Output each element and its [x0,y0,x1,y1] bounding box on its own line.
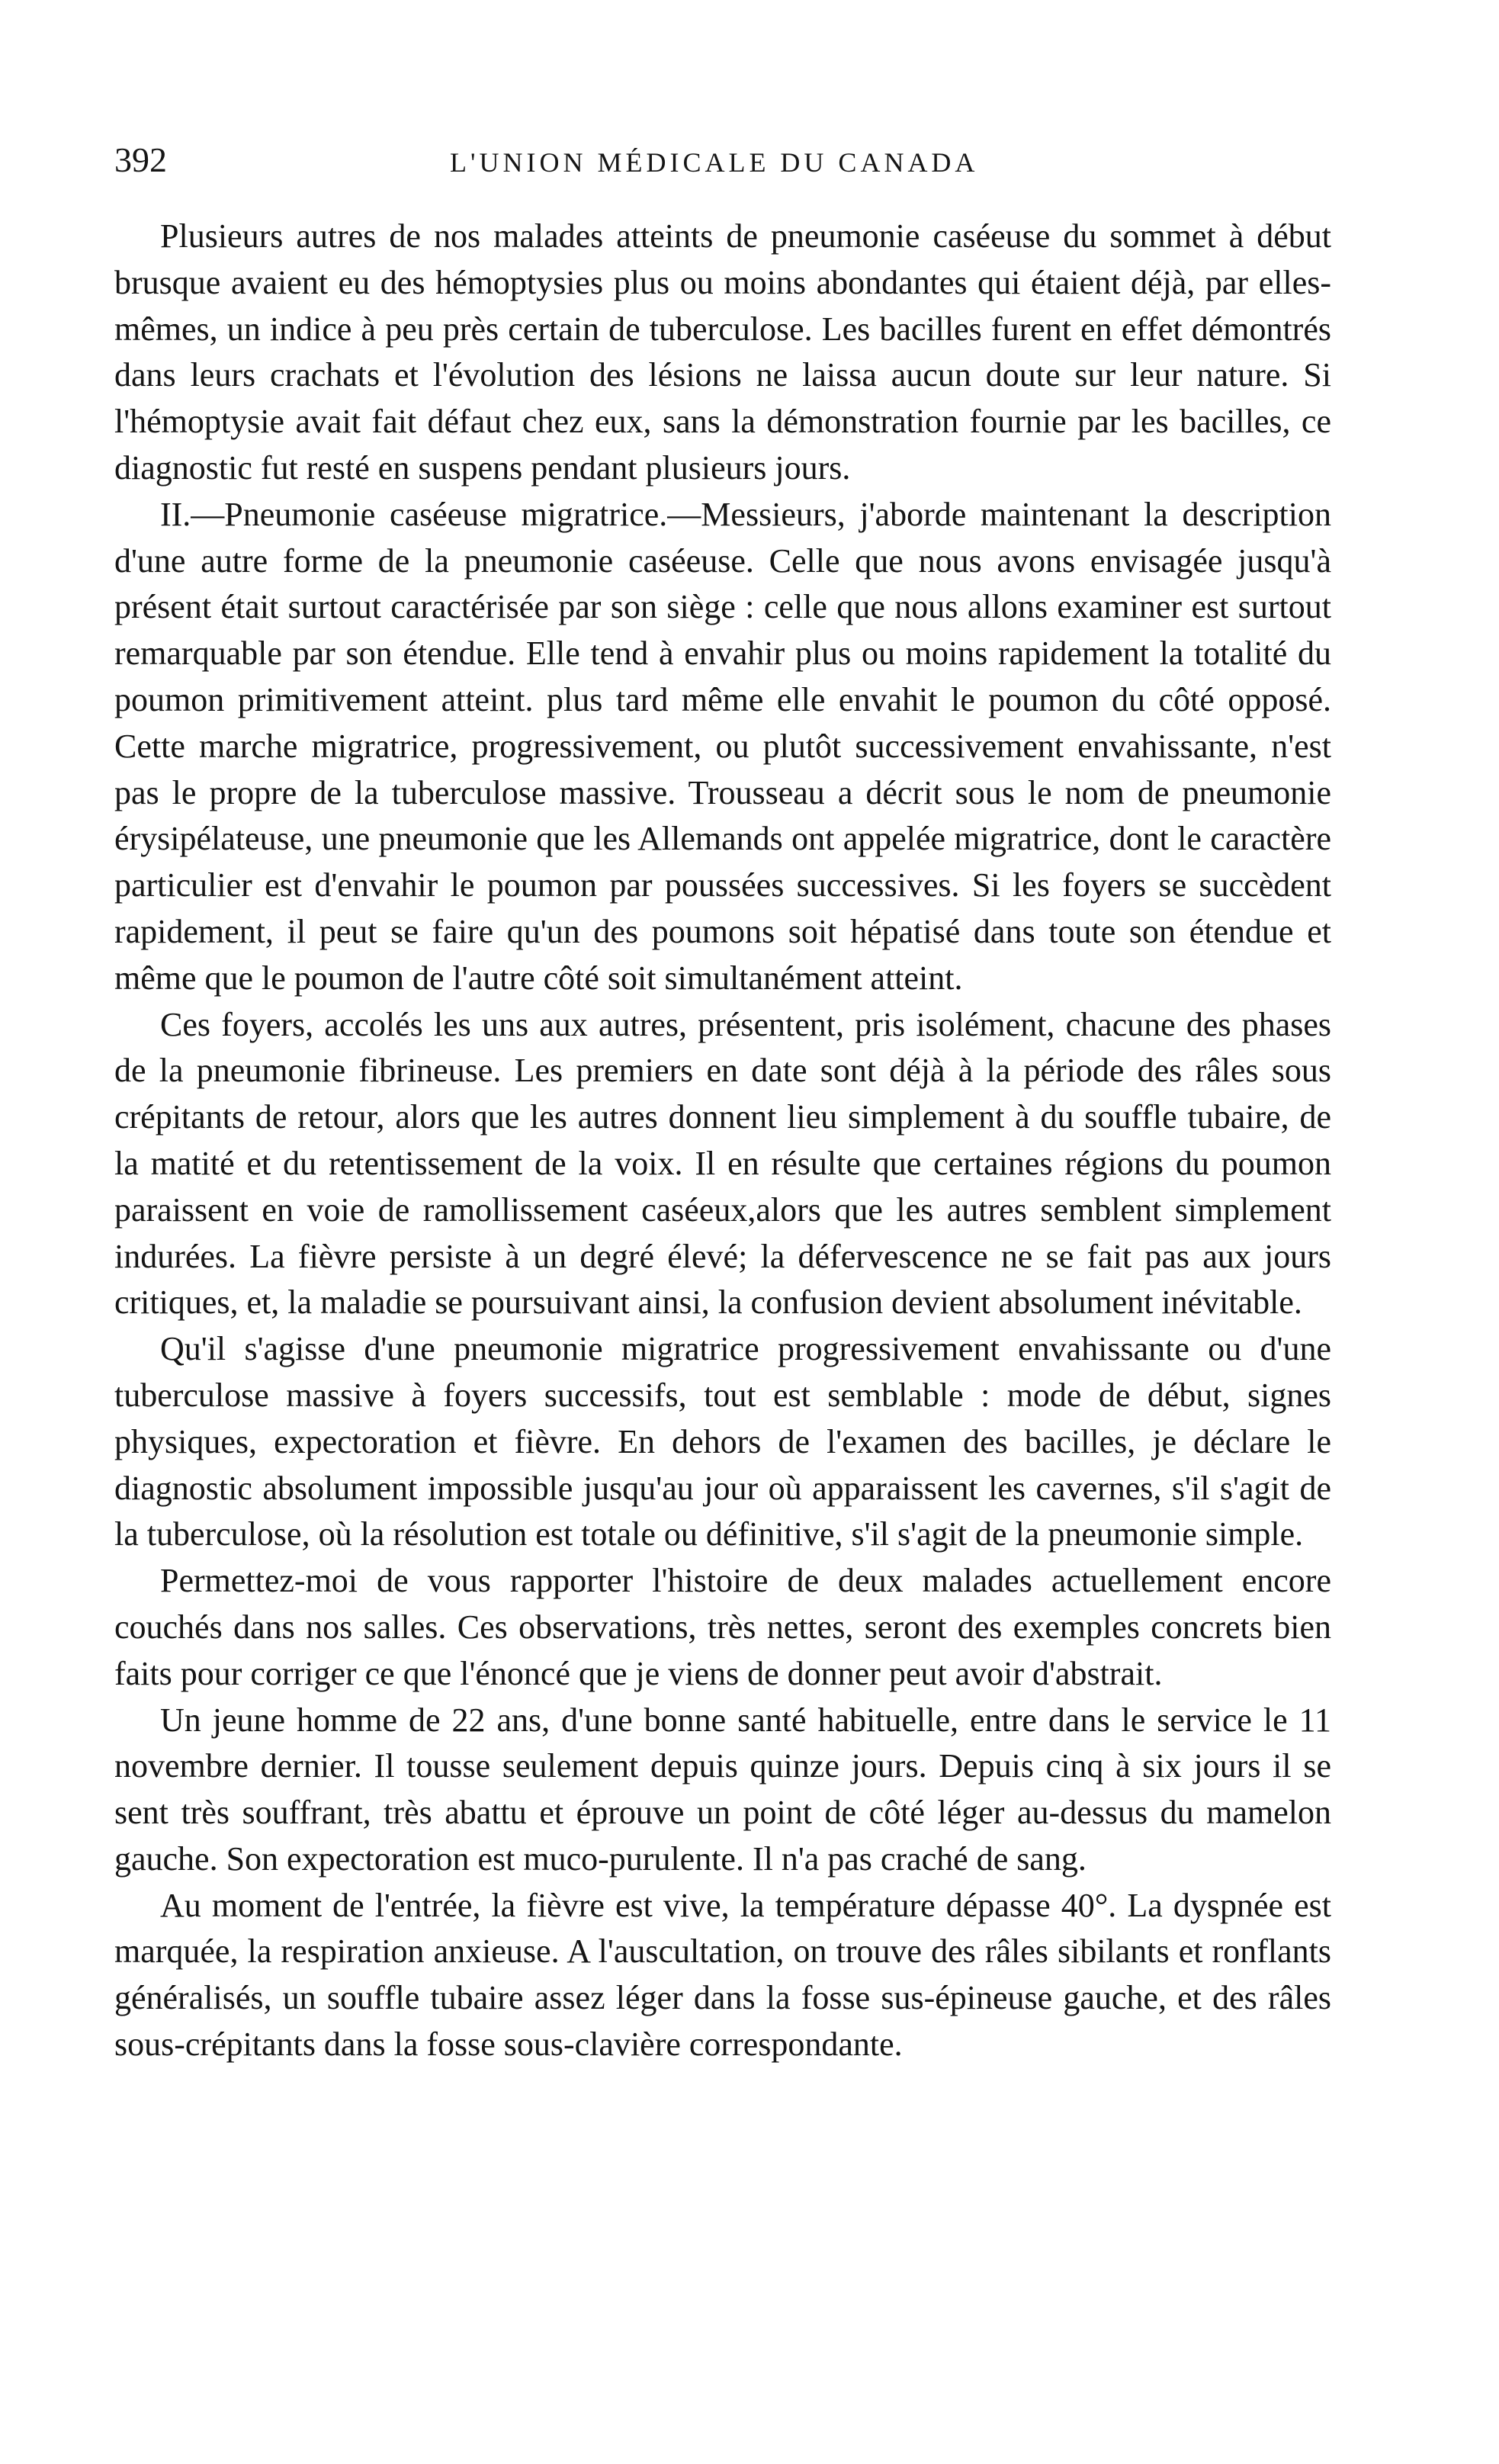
paragraph: Permettez-moi de vous rapporter l'histoire de deux malades actuellement encore couchés dans nos salles. Ces observations, très nettes, seront des exemples concrets bien faits pour corriger ce que l'énoncé que je viens de donner peut avoir d'abstrait. [114,1562,1331,1692]
body-text [114,214,1331,2068]
document-page [114,137,1331,2395]
paragraph: Un jeune homme de 22 ans, d'une bonne santé habituelle, entre dans le service le 11 novembre dernier. Il tousse seulement depuis quinze jours. Depuis cinq à six jours il se sent très souffrant, très abattu et éprouve un point de côté léger au-dessus du mamelon gauche. Son expectoration est muco-purulente. Il n'a pas craché de sang. [114,1701,1331,1878]
page-number: 392 [114,140,167,179]
paragraph: Plusieurs autres de nos malades atteints de pneumonie caséeuse du sommet à début brusque avaient eu des hémoptysies plus ou moins abondantes qui étaient déjà, par elles-mêmes, un indice à peu près certain de tuberculose. Les bacilles furent en effet démontrés dans leurs crachats et l'évolution des lésions ne laissa aucun doute sur leur nature. Si l'hémoptysie avait fait défaut chez eux, sans la démonstration fournie par les bacilles, ce diagnostic fut resté en suspens pendant plusieurs jours. [114,217,1331,487]
journal-title: L'UNION MÉDICALE DU CANADA [450,147,979,178]
paragraph: Qu'il s'agisse d'une pneumonie migratrice progressivement envahissante ou d'une tuberculose massive à foyers successifs, tout est semblable : mode de début, signes physiques, expectoration et fièvre. En dehors de l'examen des bacilles, je déclare le diagnostic absolument impossible jusqu'au jour où apparaissent les cavernes, s'il s'agit de la tuberculose, où la résolution est totale ou définitive, s'il s'agit de la pneumonie simple. [114,1330,1331,1553]
running-head [114,137,1331,191]
paragraph: Au moment de l'entrée, la fièvre est vive, la température dépasse 40°. La dyspnée est marquée, la respiration anxieuse. A l'auscultation, on trouve des râles sibilants et ronflants généralisés, un souffle tubaire assez léger dans la fosse sus-épineuse gauche, et des râles sous-crépitants dans la fosse sous-clavière correspondante. [114,1886,1331,2064]
paragraph: II.—Pneumonie caséeuse migratrice.—Messieurs, j'aborde maintenant la description d'une autre forme de la pneumonie caséeuse. Celle que nous avons envisagée jusqu'à présent était surtout caractérisée par son siège : celle que nous allons examiner est surtout remarquable par son étendue. Elle tend à envahir plus ou moins rapidement la totalité du poumon primitivement atteint. plus tard même elle envahit le poumon du côté opposé. Cette marche migratrice, progressivement, ou plutôt successivement envahissante, n'est pas le propre de la tuberculose massive. Trousseau a décrit sous le nom de pneumonie érysipélateuse, une pneumonie que les Allemands ont appelée migratrice, dont le caractère particulier est d'envahir le poumon par poussées successives. Si les foyers se succèdent rapidement, il peut se faire qu'un des poumons soit hépatisé dans toute son étendue et même que le poumon de l'autre côté soit simultanément atteint. [114,495,1331,997]
paragraph: Ces foyers, accolés les uns aux autres, présentent, pris isolément, chacune des phases de la pneumonie fibrineuse. Les premiers en date sont déjà à la période des râles sous crépitants de retour, alors que les autres donnent lieu simplement à du souffle tubaire, de la matité et du retentissement de la voix. Il en résulte que certaines régions du poumon paraissent en voie de ramollissement caséeux,alors que les autres semblent simplement indurées. La fièvre persiste à un degré élevé; la défervescence ne se fait pas aux jours critiques, et, la maladie se poursuivant ainsi, la confusion devient absolument inévitable. [114,1005,1331,1322]
